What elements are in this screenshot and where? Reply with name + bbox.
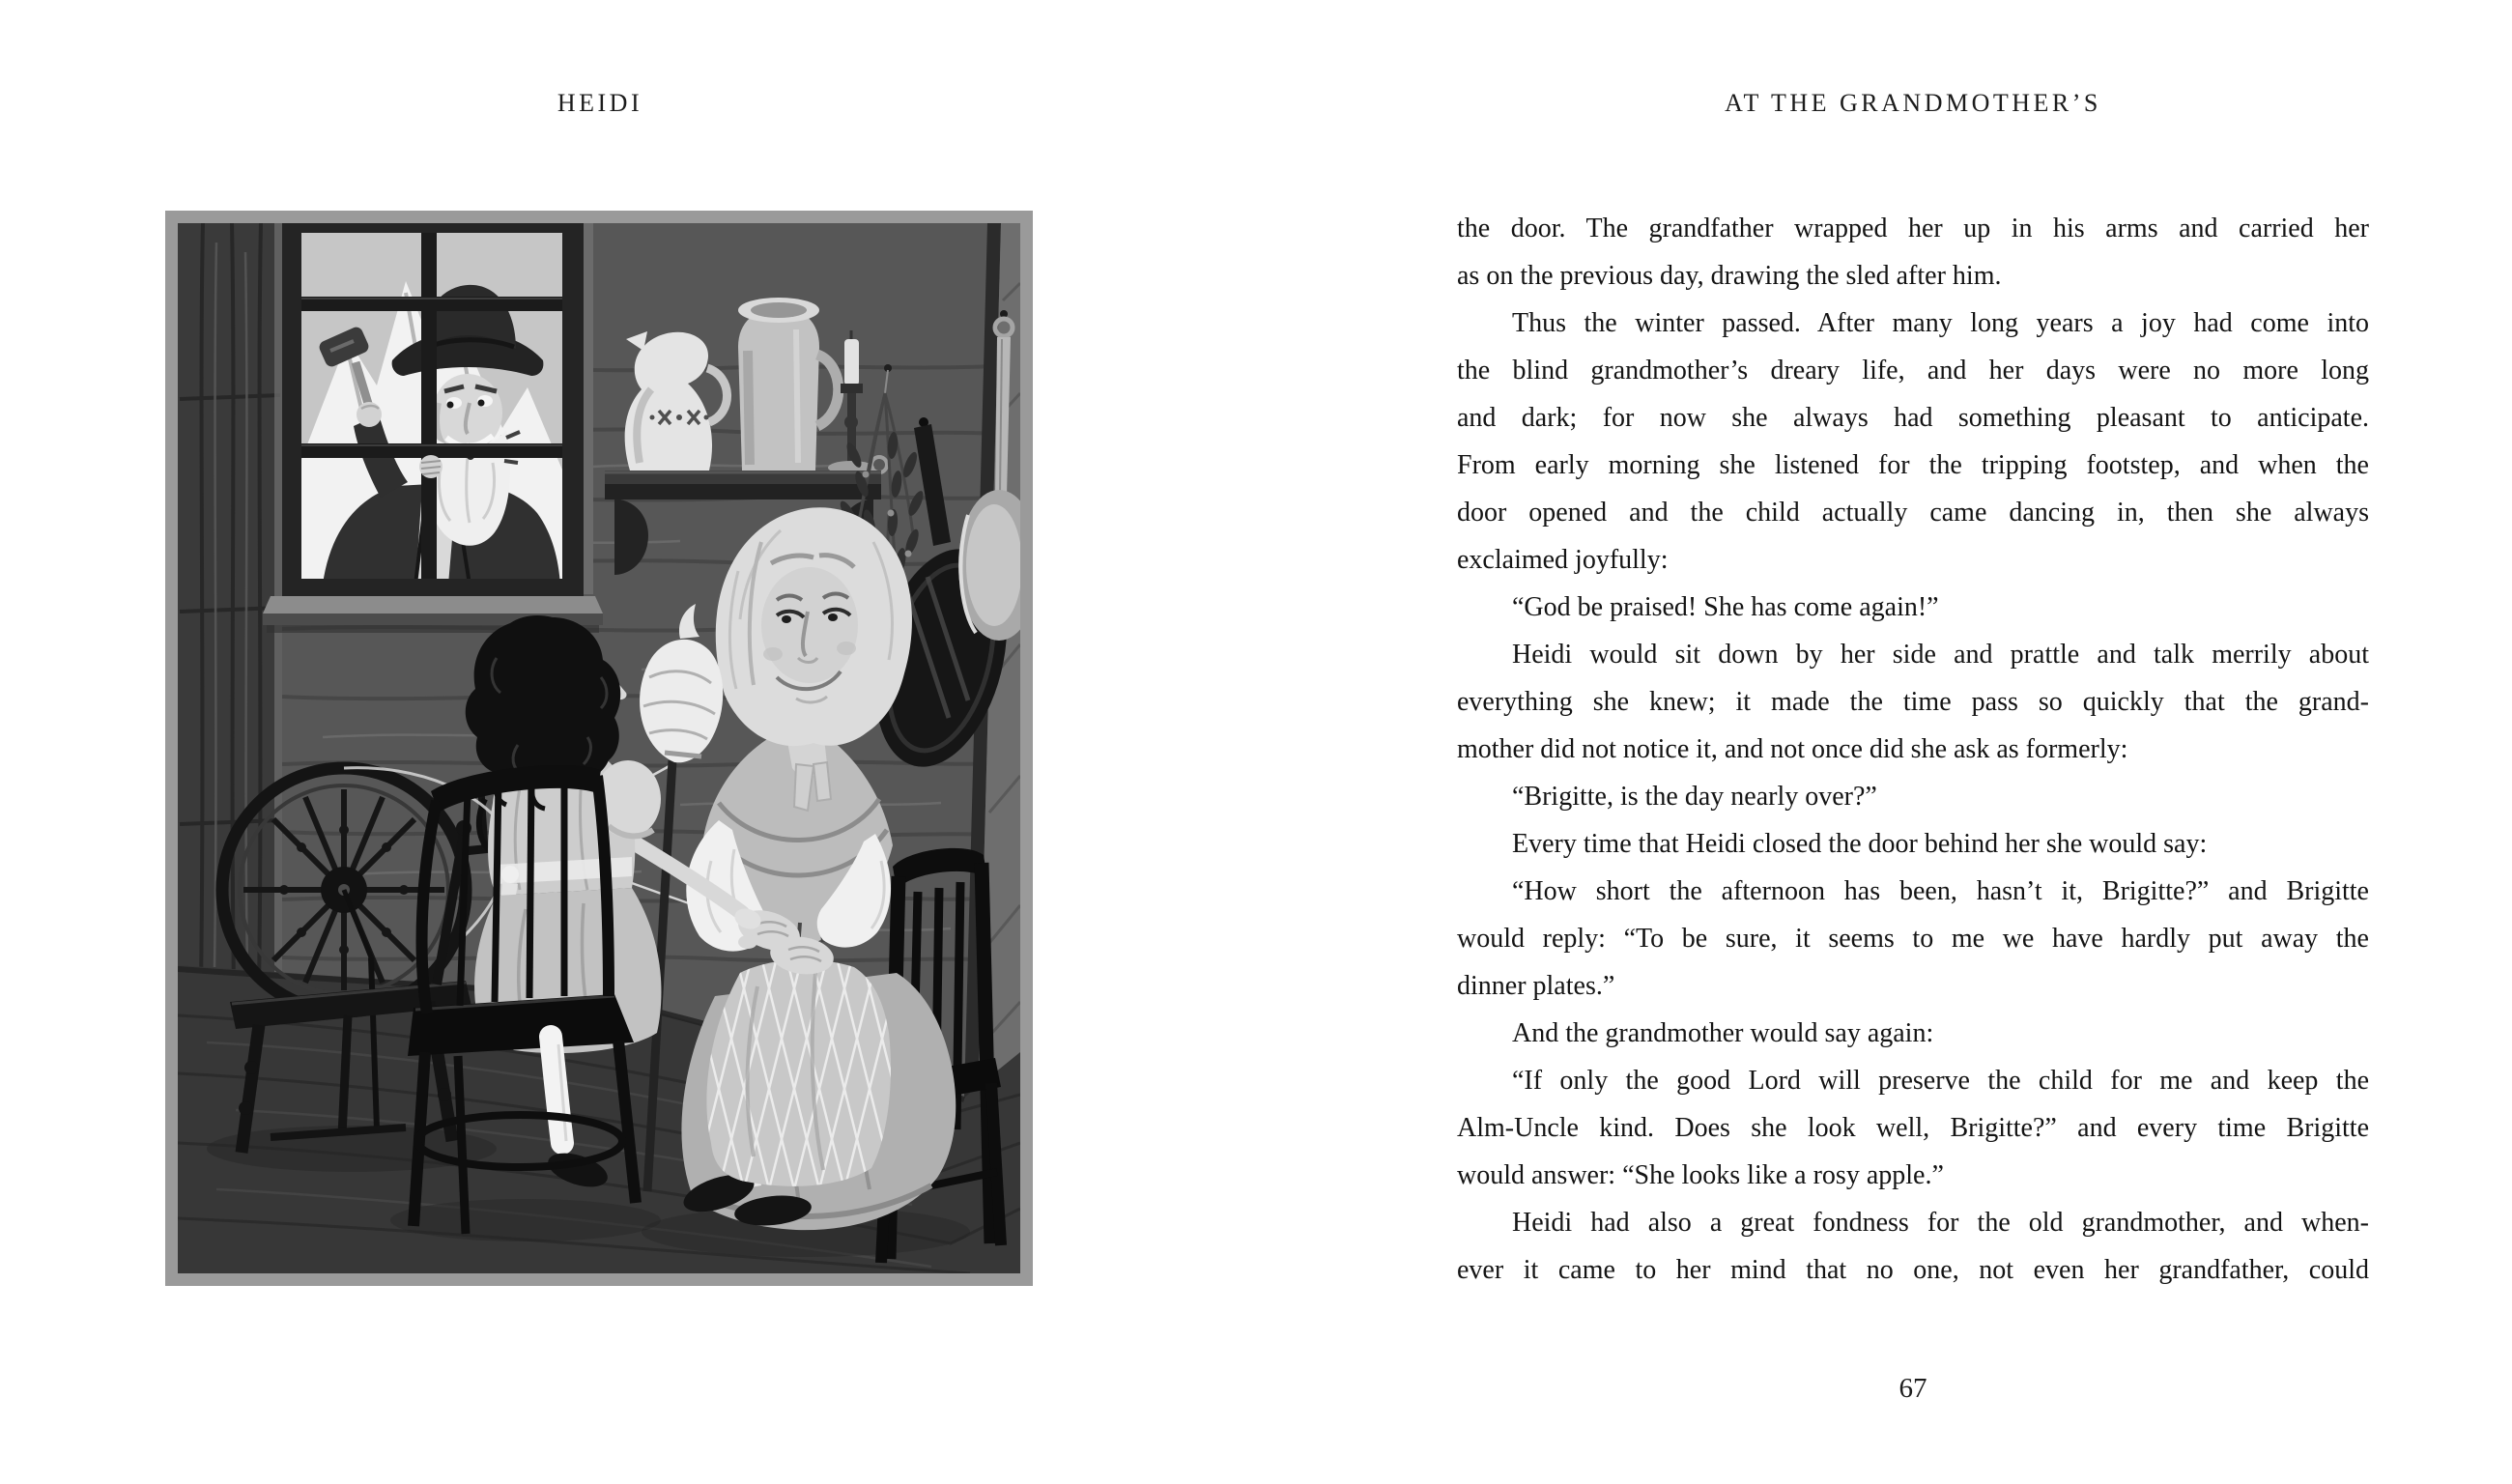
text-line: Heidi would sit down by her side and prattle and talk merrily about [1512,640,2369,670]
text-line: “Brigitte, is the day nearly over?” [1512,782,1877,812]
illustration [178,223,1020,1273]
text-line: door opened and the child actually came dancing in, then she always [1457,498,2369,528]
text-line: From early morning she listened for the tripping footstep, and when the [1457,450,2369,480]
heidi-leg [551,1037,562,1143]
text-line: “How short the afternoon has been, hasn’t it, Brigitte?” and Brigitte [1512,876,2369,906]
text-line: “God be praised! She has come again!” [1512,592,1939,622]
body-text [1457,205,2369,1294]
text-line: the blind grandmother’s dreary life, and her days were no more long [1457,356,2369,385]
right-running-head: AT THE GRANDMOTHER’S [1725,89,2101,117]
text-line: exclaimed joyfully: [1457,545,1669,575]
text-line: ever it came to her mind that no one, not even her grandfather, could [1457,1255,2369,1285]
text-line: would answer: “She looks like a rosy apple.” [1457,1160,1944,1190]
text-line: mother did not notice it, and not once did she ask as formerly: [1457,734,2128,764]
text-line: Alm-Uncle kind. Does she look well, Brigitte?” and every time Brigitte [1457,1113,2369,1143]
text-line: everything she knew; it made the time pass so quickly that the grand- [1457,687,2369,717]
left-running-head: HEIDI [557,89,643,117]
text-line: the door. The grandfather wrapped her up in his arms and carried her [1457,214,2369,243]
page-number: 67 [1898,1373,1927,1404]
window [263,223,603,633]
text-line: would reply: “To be sure, it seems to me we have hardly put away the [1457,924,2369,954]
text-line: And the grandmother would say again: [1512,1018,1934,1048]
text-line: Thus the winter passed. After many long years a joy had come into [1512,308,2369,338]
text-line: Heidi had also a great fondness for the old grandmother, and when- [1512,1208,2369,1238]
illustration-frame [165,211,1033,1286]
text-line: dinner plates.” [1457,971,1615,1001]
text-line: “If only the good Lord will preserve the child for me and keep the [1512,1066,2369,1096]
text-line: and dark; for now she always had something pleasant to anticipate. [1457,403,2369,433]
grandmother-face [761,567,858,683]
text-line: as on the previous day, drawing the sled after him. [1457,261,2002,291]
text-line: Every time that Heidi closed the door behind her she would say: [1512,829,2208,859]
